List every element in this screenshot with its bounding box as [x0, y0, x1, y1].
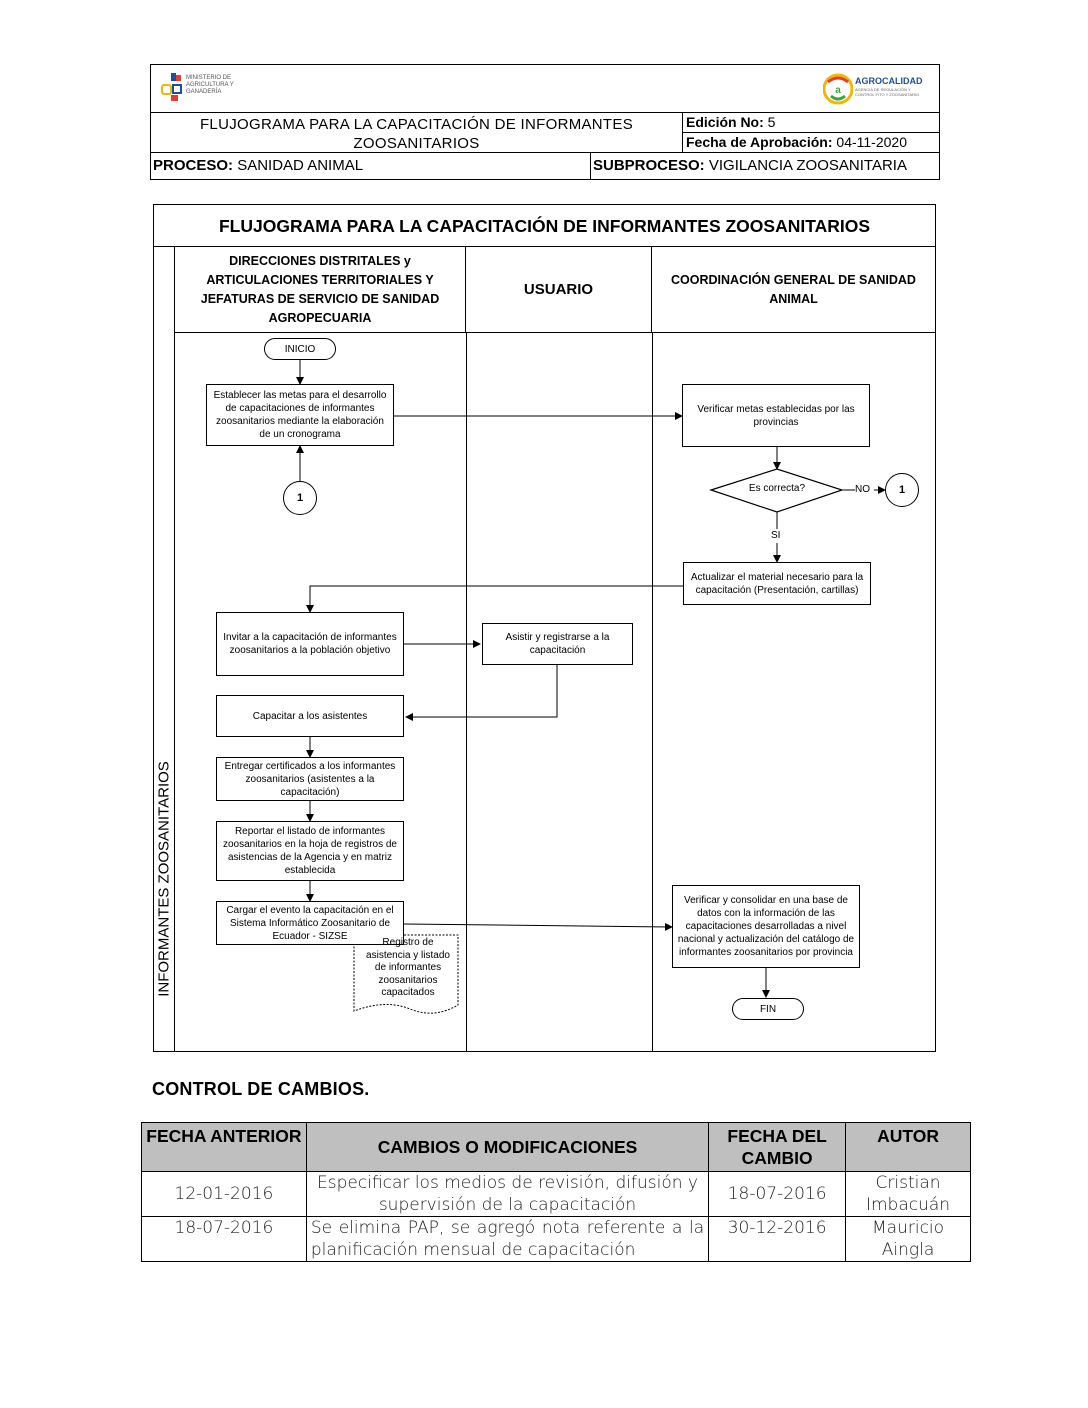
document-registro: Registro de asistencia y listado de informantes zoosanitarios capacitados — [366, 937, 450, 998]
document-header — [150, 64, 940, 180]
ministry-logo — [159, 72, 259, 106]
pool-label: INFORMANTES ZOOSANITARIOS — [155, 761, 173, 997]
connector-1-right: 1 — [885, 473, 919, 507]
subprocess-value: VIGILANCIA ZOOSANITARIA — [708, 157, 907, 174]
arrow-actualizar-invitar — [310, 586, 683, 612]
edition-value: 5 — [767, 114, 776, 130]
subprocess-label: SUBPROCESO: — [593, 157, 705, 174]
table-row — [142, 1172, 971, 1217]
step-establecer-metas: Establecer las metas para el desarrollo de capacitaciones de informantes zoosanitarios mediante la elaboración de un cronograma — [206, 384, 394, 446]
cell-autor: Mauricio Aingla — [846, 1217, 971, 1262]
approval-date-value: 04-11-2020 — [836, 134, 907, 150]
step-asistir: Asistir y registrarse a la capacitación — [482, 623, 633, 665]
header-fecha-cambio: FECHA DEL CAMBIO — [709, 1123, 846, 1172]
process-label: PROCESO: — [153, 157, 234, 174]
flowchart-title: FLUJOGRAMA PARA LA CAPACITACIÓN DE INFORMANTES ZOOSANITARIOS — [154, 205, 935, 247]
cell-autor: Cristian Imbacuán — [846, 1172, 971, 1217]
arrow-asistir-capacitar — [406, 665, 557, 717]
agency-logo-name: AGROCALIDAD — [855, 76, 923, 86]
control-cambios-table — [141, 1122, 971, 1262]
control-cambios-title: CONTROL DE CAMBIOS. — [152, 1079, 370, 1099]
flowchart — [153, 204, 936, 1052]
edition-label: Edición No: — [686, 114, 764, 130]
ministry-logo-text: MINISTERIO DE AGRICULTURA Y GANADERÍA — [186, 75, 234, 95]
step-entregar-certificados: Entregar certificados a los informantes zoosanitarios (asistentes a la capacitación) — [216, 757, 404, 801]
header-cambios: CAMBIOS O MODIFICACIONES — [306, 1123, 708, 1172]
approval-date-label: Fecha de Aprobación: — [686, 134, 833, 150]
subprocess-field — [591, 153, 939, 179]
decision-no-label: NO — [855, 484, 870, 495]
lane-header-usuario: USUARIO — [466, 247, 652, 333]
cell-fecha-anterior: 18-07-2016 — [142, 1217, 307, 1262]
step-cargar-evento: Cargar el evento la capacitación en el Sistema Informático Zoosanitario de Ecuador - SIZSE — [216, 901, 404, 945]
decision-si-label: SI — [771, 530, 781, 541]
cell-fecha-cambio: 30-12-2016 — [709, 1217, 846, 1262]
end-terminal: FIN — [732, 998, 804, 1020]
step-verificar-consolidar: Verificar y consolidar en una base de datos con la información de las capacitaciones desarrolladas a nivel nacional y actualización del catálogo de informantes zoosanitarios por provincia — [672, 885, 860, 968]
connector-1-left: 1 — [283, 481, 317, 515]
arrow-cargar-consolidar — [404, 924, 672, 927]
cell-cambios: Se elimina PAP, se agregó nota referente a la planificación mensual de capacitación — [306, 1217, 708, 1262]
agency-logo — [823, 70, 931, 108]
ministry-logo-icon — [159, 73, 185, 103]
cell-cambios: Especificar los medios de revisión, difusión y supervisión de la capacitación — [306, 1172, 708, 1217]
header-autor: AUTOR — [846, 1123, 971, 1172]
header-fecha-anterior: FECHA ANTERIOR — [142, 1123, 307, 1172]
step-verificar-metas: Verificar metas establecidas por las provincias — [682, 384, 870, 447]
step-invitar: Invitar a la capacitación de informantes zoosanitarios a la población objetivo — [216, 612, 404, 676]
agency-logo-icon — [823, 72, 853, 106]
process-value: SANIDAD ANIMAL — [237, 157, 364, 174]
cell-fecha-cambio: 18-07-2016 — [709, 1172, 846, 1217]
approval-date-field — [683, 133, 939, 153]
start-terminal: INICIO — [264, 338, 336, 360]
step-actualizar-material: Actualizar el material necesario para la capacitación (Presentación, cartillas) — [683, 562, 871, 605]
lane-header-coordinacion: COORDINACIÓN GENERAL DE SANIDAD ANIMAL — [652, 247, 935, 333]
cell-fecha-anterior: 12-01-2016 — [142, 1172, 307, 1217]
agency-logo-subtitle: AGENCIA DE REGULACIÓN Y CONTROL FITO Y ZOOSANITARIO — [855, 87, 920, 97]
header-title: FLUJOGRAMA PARA LA CAPACITACIÓN DE INFORMANTES ZOOSANITARIOS — [151, 113, 683, 153]
edition-field — [683, 113, 939, 133]
decision-label: Es correcta? — [748, 483, 806, 494]
svg-text:a: a — [835, 85, 841, 96]
table-row — [142, 1217, 971, 1262]
lane-header-direcciones: DIRECCIONES DISTRITALES y ARTICULACIONES TERRITORIALES Y JEFATURAS DE SERVICIO DE SANIDAD AGROPECUARIA — [175, 247, 466, 333]
step-capacitar: Capacitar a los asistentes — [216, 695, 404, 737]
process-field — [151, 153, 591, 179]
logo-row — [151, 65, 939, 113]
step-reportar-listado: Reportar el listado de informantes zoosanitarios en la hoja de registros de asistencias de la Agencia y en matriz establecida — [216, 821, 404, 881]
table-header-row — [142, 1123, 971, 1172]
